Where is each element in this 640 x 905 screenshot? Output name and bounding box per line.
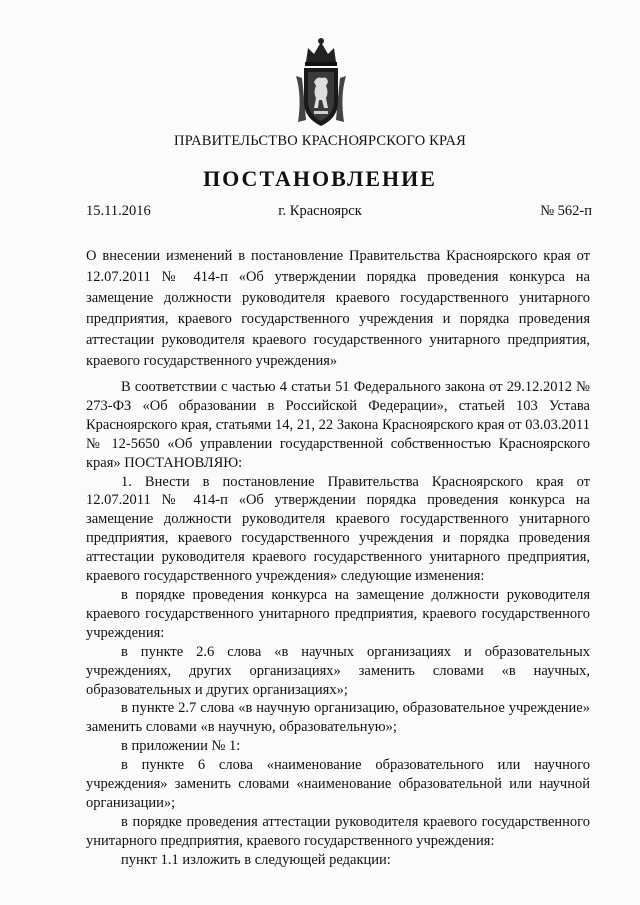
document-city: г. Красноярск [278,203,362,219]
document-body [86,378,590,870]
government-name: ПРАВИТЕЛЬСТВО КРАСНОЯРСКОГО КРАЯ [173,133,467,149]
paragraph-point-2-7: в пункте 2.7 слова «в научную организацию, образовательное учреждение» заменить словами «в научную, образовательную»; [86,700,590,736]
paragraph-item-1: 1. Внести в постановление Правительства Красноярского края от 12.07.2011 № 414-п «Об утверждении порядка проведения конкурса на замещение должности руководителя краевого государственного унитарного предприятия, краевого государственного учреждения и порядка проведения аттестации руководителя краевого государственного унитарного предприятия, краевого государственного учреждения» следующие изменения: [86,473,590,585]
document-title: ПОСТАНОВЛЕНИЕ [203,166,437,191]
coat-of-arms-icon [292,36,350,132]
paragraph-point-2-6: в пункте 2.6 слова «в научных организациях и образовательных учреждениях, других организациях» заменить словами «в научных, образовательных и других организациях»; [86,643,590,698]
paragraph-appendix-1: в приложении № 1: [121,738,241,755]
document-subject: О внесении изменений в постановление Правительства Красноярского края от 12.07.2011 № 414-п «Об утверждении порядка проведения конкурса на замещение должности руководителя краевого государственного унитарного предприятия, краевого государственного учреждения и порядка проведения аттестации руководителя краевого государственного унитарного предприятия, краевого государственного учреждения» [86,248,590,369]
paragraph-attestation-order: в порядке проведения аттестации руководителя краевого государственного унитарного предприятия, краевого государственного учреждения: [86,813,590,849]
paragraph-legal-basis: В соответствии с частью 4 статьи 51 Федерального закона от 29.12.2012 № 273-ФЗ «Об образовании в Российской Федерации», статьей 103 Устава Красноярского края, статьями 14, 21, 22 Закона Красноярского края от 03.03.2011 № 12-5650 «Об управлении государственной собственностью Красноярского края» ПОСТАНОВЛЯЮ: [86,379,590,471]
paragraph-competition-order: в порядке проведения конкурса на замещение должности руководителя краевого государственного унитарного предприятия, краевого государственного учреждения: [86,586,590,641]
paragraph-point-1-1: пункт 1.1 изложить в следующей редакции: [121,851,391,868]
document-number: № 562-п [540,203,592,219]
document-date: 15.11.2016 [86,203,151,219]
paragraph-point-6: в пункте 6 слова «наименование образовательного или научного учреждения» заменить словами «наименование образовательной или научной организации»; [86,757,590,811]
